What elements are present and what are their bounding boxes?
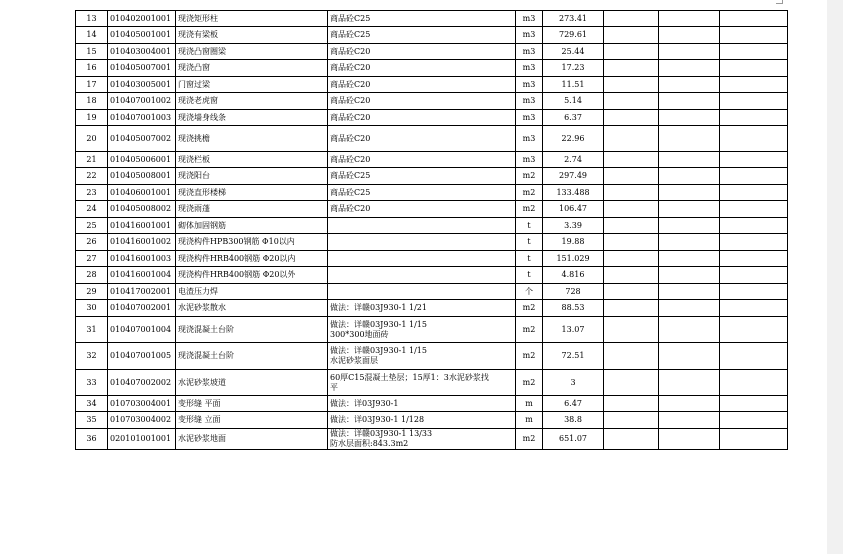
remark-cell <box>720 234 788 251</box>
description-line: 商品砼C20 <box>330 79 371 89</box>
unit-cell: t <box>516 218 543 234</box>
item-name-cell: 变形缝 立面 <box>176 412 328 429</box>
amount-cell <box>659 11 720 27</box>
remark-cell <box>720 77 788 93</box>
item-code-cell: 010407001005 <box>108 343 176 370</box>
remark-cell <box>720 267 788 284</box>
quantity-cell: 151.029 <box>543 251 604 267</box>
item-code-cell: 010407001004 <box>108 317 176 343</box>
remark-cell <box>720 317 788 343</box>
item-code-cell: 010405007002 <box>108 126 176 152</box>
unit-cell: m <box>516 412 543 429</box>
remark-cell <box>720 44 788 60</box>
item-code-cell: 010417002001 <box>108 284 176 300</box>
unit-price-cell <box>604 412 659 429</box>
item-description-cell <box>328 267 516 284</box>
description-line: 商品砼C20 <box>330 96 371 105</box>
row-number-cell: 23 <box>76 185 108 201</box>
row-number-cell: 16 <box>76 60 108 77</box>
unit-cell: m <box>516 396 543 412</box>
unit-cell: m3 <box>516 93 543 110</box>
table-row <box>76 60 788 77</box>
unit-cell: m2 <box>516 343 543 370</box>
item-name-cell: 变形缝 平面 <box>176 396 328 412</box>
unit-price-cell <box>604 44 659 60</box>
unit-price-cell <box>604 27 659 44</box>
remark-cell <box>720 412 788 429</box>
unit-price-cell <box>604 168 659 185</box>
item-name-cell: 现浇凸窗圈梁 <box>176 44 328 60</box>
quantity-cell: 38.8 <box>543 412 604 429</box>
remark-cell <box>720 300 788 317</box>
description-line: 商品砼C25 <box>330 13 371 23</box>
row-number-cell: 20 <box>76 126 108 152</box>
amount-cell <box>659 60 720 77</box>
item-name-cell: 砌体加固钢筋 <box>176 218 328 234</box>
item-code-cell: 020101001001 <box>108 429 176 450</box>
unit-cell: m2 <box>516 185 543 201</box>
vertical-scrollbar[interactable] <box>827 0 843 554</box>
item-name-cell: 电渣压力焊 <box>176 284 328 300</box>
item-description-cell <box>328 27 516 44</box>
unit-cell: t <box>516 267 543 284</box>
amount-cell <box>659 267 720 284</box>
unit-cell: m2 <box>516 168 543 185</box>
unit-price-cell <box>604 317 659 343</box>
item-name-cell: 现浇墙身线条 <box>176 110 328 126</box>
item-name-cell: 水泥砂浆坡道 <box>176 370 328 396</box>
remark-cell <box>720 429 788 450</box>
unit-price-cell <box>604 93 659 110</box>
item-name-cell: 现浇栏板 <box>176 152 328 168</box>
item-description-cell <box>328 412 516 429</box>
quantity-cell: 11.51 <box>543 77 604 93</box>
quantity-cell: 2.74 <box>543 152 604 168</box>
unit-cell: t <box>516 251 543 267</box>
unit-price-cell <box>604 429 659 450</box>
quantity-cell: 728 <box>543 284 604 300</box>
quantity-cell: 4.816 <box>543 267 604 284</box>
table-row <box>76 429 788 450</box>
unit-cell: m3 <box>516 44 543 60</box>
item-description-cell <box>328 152 516 168</box>
unit-price-cell <box>604 110 659 126</box>
item-code-cell: 010416001004 <box>108 267 176 284</box>
item-name-cell: 现浇雨蓬 <box>176 201 328 218</box>
quantity-cell: 6.47 <box>543 396 604 412</box>
item-name-cell: 现浇凸窗 <box>176 60 328 77</box>
item-code-cell: 010405001001 <box>108 27 176 44</box>
description-line: 防水层面积:843.3m2 <box>330 439 409 448</box>
row-number-cell: 31 <box>76 317 108 343</box>
item-description-cell <box>328 60 516 77</box>
unit-cell: m3 <box>516 126 543 152</box>
remark-cell <box>720 93 788 110</box>
amount-cell <box>659 77 720 93</box>
description-line: 做法：详赣03J930-1 13/33 <box>330 429 433 438</box>
table-row <box>76 152 788 168</box>
item-name-cell: 现浇构件HRB400钢筋 Φ20以外 <box>176 267 328 284</box>
page-corner-mark <box>776 0 783 4</box>
item-description-cell <box>328 93 516 110</box>
quantity-cell: 651.07 <box>543 429 604 450</box>
amount-cell <box>659 93 720 110</box>
row-number-cell: 22 <box>76 168 108 185</box>
item-description-cell <box>328 44 516 60</box>
item-description-cell <box>328 284 516 300</box>
unit-price-cell <box>604 11 659 27</box>
unit-price-cell <box>604 251 659 267</box>
item-name-cell: 现浇直形楼梯 <box>176 185 328 201</box>
item-name-cell: 现浇有梁板 <box>176 27 328 44</box>
remark-cell <box>720 251 788 267</box>
table-row <box>76 218 788 234</box>
unit-cell: m3 <box>516 27 543 44</box>
table-row <box>76 343 788 370</box>
description-line: 水泥砂浆面层 <box>330 356 378 365</box>
description-line: 60厚C15混凝土垫层；15厚1：3水泥砂浆找 <box>330 372 489 382</box>
amount-cell <box>659 27 720 44</box>
amount-cell <box>659 300 720 317</box>
row-number-cell: 34 <box>76 396 108 412</box>
description-line: 商品砼C20 <box>330 63 371 72</box>
unit-cell: m3 <box>516 11 543 27</box>
table-row <box>76 27 788 44</box>
row-number-cell: 17 <box>76 77 108 93</box>
unit-cell: m3 <box>516 60 543 77</box>
remark-cell <box>720 201 788 218</box>
quantity-cell: 273.41 <box>543 11 604 27</box>
item-description-cell <box>328 77 516 93</box>
description-line: 平 <box>330 382 338 392</box>
unit-price-cell <box>604 267 659 284</box>
quantity-cell: 133.488 <box>543 185 604 201</box>
row-number-cell: 30 <box>76 300 108 317</box>
amount-cell <box>659 218 720 234</box>
amount-cell <box>659 284 720 300</box>
item-code-cell: 010703004002 <box>108 412 176 429</box>
amount-cell <box>659 168 720 185</box>
amount-cell <box>659 126 720 152</box>
item-description-cell <box>328 429 516 450</box>
quantity-cell: 729.61 <box>543 27 604 44</box>
amount-cell <box>659 396 720 412</box>
table-row <box>76 168 788 185</box>
amount-cell <box>659 44 720 60</box>
remark-cell <box>720 126 788 152</box>
quantity-cell: 17.23 <box>543 60 604 77</box>
unit-price-cell <box>604 370 659 396</box>
row-number-cell: 14 <box>76 27 108 44</box>
item-code-cell: 010405008001 <box>108 168 176 185</box>
table-row <box>76 317 788 343</box>
row-number-cell: 21 <box>76 152 108 168</box>
item-name-cell: 现浇挑檐 <box>176 126 328 152</box>
amount-cell <box>659 343 720 370</box>
description-line: 商品砼C20 <box>330 112 371 122</box>
item-code-cell: 010416001001 <box>108 218 176 234</box>
row-number-cell: 24 <box>76 201 108 218</box>
table-row <box>76 126 788 152</box>
row-number-cell: 33 <box>76 370 108 396</box>
quantity-cell: 5.14 <box>543 93 604 110</box>
amount-cell <box>659 429 720 450</box>
unit-cell: 个 <box>516 284 543 300</box>
amount-cell <box>659 152 720 168</box>
quantity-cell: 3 <box>543 370 604 396</box>
item-description-cell <box>328 11 516 27</box>
item-description-cell <box>328 201 516 218</box>
remark-cell <box>720 152 788 168</box>
unit-cell: m2 <box>516 317 543 343</box>
row-number-cell: 36 <box>76 429 108 450</box>
row-number-cell: 27 <box>76 251 108 267</box>
unit-cell: m3 <box>516 110 543 126</box>
unit-cell: m2 <box>516 429 543 450</box>
remark-cell <box>720 168 788 185</box>
bill-of-quantities-table <box>75 10 788 450</box>
quantity-cell: 6.37 <box>543 110 604 126</box>
remark-cell <box>720 218 788 234</box>
unit-price-cell <box>604 185 659 201</box>
item-code-cell: 010416001002 <box>108 234 176 251</box>
amount-cell <box>659 201 720 218</box>
item-description-cell <box>328 317 516 343</box>
description-line: 商品砼C25 <box>330 187 371 197</box>
amount-cell <box>659 412 720 429</box>
amount-cell <box>659 110 720 126</box>
row-number-cell: 18 <box>76 93 108 110</box>
quantity-cell: 13.07 <box>543 317 604 343</box>
row-number-cell: 25 <box>76 218 108 234</box>
unit-cell: m2 <box>516 370 543 396</box>
remark-cell <box>720 370 788 396</box>
remark-cell <box>720 11 788 27</box>
quantity-cell: 3.39 <box>543 218 604 234</box>
amount-cell <box>659 234 720 251</box>
unit-price-cell <box>604 284 659 300</box>
item-code-cell: 010407001003 <box>108 110 176 126</box>
description-line: 商品砼C25 <box>330 30 371 39</box>
table-row <box>76 110 788 126</box>
remark-cell <box>720 396 788 412</box>
unit-cell: m3 <box>516 77 543 93</box>
item-description-cell <box>328 300 516 317</box>
description-line: 商品砼C20 <box>330 154 371 164</box>
table-row <box>76 267 788 284</box>
row-number-cell: 13 <box>76 11 108 27</box>
quantity-cell: 88.53 <box>543 300 604 317</box>
quantity-cell: 25.44 <box>543 44 604 60</box>
unit-price-cell <box>604 234 659 251</box>
item-name-cell: 现浇矩形柱 <box>176 11 328 27</box>
unit-price-cell <box>604 201 659 218</box>
item-description-cell <box>328 251 516 267</box>
unit-cell: t <box>516 234 543 251</box>
item-name-cell: 现浇构件HPB300钢筋 Φ10以内 <box>176 234 328 251</box>
row-number-cell: 15 <box>76 44 108 60</box>
item-description-cell <box>328 218 516 234</box>
table-row <box>76 412 788 429</box>
item-name-cell: 门窗过梁 <box>176 77 328 93</box>
table-row <box>76 185 788 201</box>
item-code-cell: 010405008002 <box>108 201 176 218</box>
item-code-cell: 010407002002 <box>108 370 176 396</box>
unit-price-cell <box>604 126 659 152</box>
description-line: 做法：详03J930-1 1/128 <box>330 415 425 424</box>
table-row <box>76 370 788 396</box>
description-line: 商品砼C20 <box>330 46 371 56</box>
remark-cell <box>720 185 788 201</box>
item-name-cell: 现浇混凝土台阶 <box>176 343 328 370</box>
item-description-cell <box>328 343 516 370</box>
row-number-cell: 35 <box>76 412 108 429</box>
table-row <box>76 11 788 27</box>
row-number-cell: 29 <box>76 284 108 300</box>
item-name-cell: 水泥砂浆散水 <box>176 300 328 317</box>
item-description-cell <box>328 396 516 412</box>
item-name-cell: 现浇阳台 <box>176 168 328 185</box>
table-row <box>76 93 788 110</box>
table-row <box>76 300 788 317</box>
table-row <box>76 234 788 251</box>
unit-price-cell <box>604 77 659 93</box>
table-row <box>76 77 788 93</box>
item-code-cell: 010703004001 <box>108 396 176 412</box>
unit-cell: m2 <box>516 300 543 317</box>
item-description-cell <box>328 185 516 201</box>
remark-cell <box>720 110 788 126</box>
unit-cell: m2 <box>516 201 543 218</box>
item-code-cell: 010403005001 <box>108 77 176 93</box>
quantity-cell: 72.51 <box>543 343 604 370</box>
description-line: 做法：详03J930-1 <box>330 398 399 408</box>
unit-price-cell <box>604 396 659 412</box>
table-row <box>76 284 788 300</box>
unit-price-cell <box>604 60 659 77</box>
row-number-cell: 32 <box>76 343 108 370</box>
remark-cell <box>720 284 788 300</box>
description-line: 做法：详赣03J930-1 1/15 <box>330 319 427 329</box>
item-code-cell: 010402001001 <box>108 11 176 27</box>
item-name-cell: 现浇构件HRB400钢筋 Φ20以内 <box>176 251 328 267</box>
table-row <box>76 396 788 412</box>
remark-cell <box>720 27 788 44</box>
item-name-cell: 现浇老虎窗 <box>176 93 328 110</box>
table-row <box>76 44 788 60</box>
amount-cell <box>659 317 720 343</box>
description-line: 做法：详赣03J930-1 1/21 <box>330 303 427 312</box>
row-number-cell: 19 <box>76 110 108 126</box>
description-line: 商品砼C25 <box>330 171 371 180</box>
table-row <box>76 251 788 267</box>
item-code-cell: 010405007001 <box>108 60 176 77</box>
item-code-cell: 010407002001 <box>108 300 176 317</box>
unit-price-cell <box>604 218 659 234</box>
quantity-cell: 297.49 <box>543 168 604 185</box>
unit-cell: m3 <box>516 152 543 168</box>
item-code-cell: 010407001002 <box>108 93 176 110</box>
item-code-cell: 010405006001 <box>108 152 176 168</box>
description-line: 做法：详赣03J930-1 1/15 <box>330 346 427 355</box>
row-number-cell: 26 <box>76 234 108 251</box>
table-body <box>76 11 788 450</box>
remark-cell <box>720 343 788 370</box>
unit-price-cell <box>604 343 659 370</box>
item-description-cell <box>328 234 516 251</box>
row-number-cell: 28 <box>76 267 108 284</box>
description-line: 商品砼C20 <box>330 204 371 213</box>
item-description-cell <box>328 370 516 396</box>
item-name-cell: 现浇混凝土台阶 <box>176 317 328 343</box>
item-name-cell: 水泥砂浆地面 <box>176 429 328 450</box>
unit-price-cell <box>604 300 659 317</box>
item-code-cell: 010406001001 <box>108 185 176 201</box>
quantity-cell: 106.47 <box>543 201 604 218</box>
description-line: 商品砼C20 <box>330 133 371 143</box>
unit-price-cell <box>604 152 659 168</box>
item-description-cell <box>328 110 516 126</box>
amount-cell <box>659 185 720 201</box>
amount-cell <box>659 251 720 267</box>
description-line: 300*300地面砖 <box>330 329 389 339</box>
amount-cell <box>659 370 720 396</box>
quantity-cell: 22.96 <box>543 126 604 152</box>
quantity-cell: 19.88 <box>543 234 604 251</box>
item-description-cell <box>328 126 516 152</box>
table-row <box>76 201 788 218</box>
item-code-cell: 010416001003 <box>108 251 176 267</box>
remark-cell <box>720 60 788 77</box>
item-description-cell <box>328 168 516 185</box>
item-code-cell: 010403004001 <box>108 44 176 60</box>
